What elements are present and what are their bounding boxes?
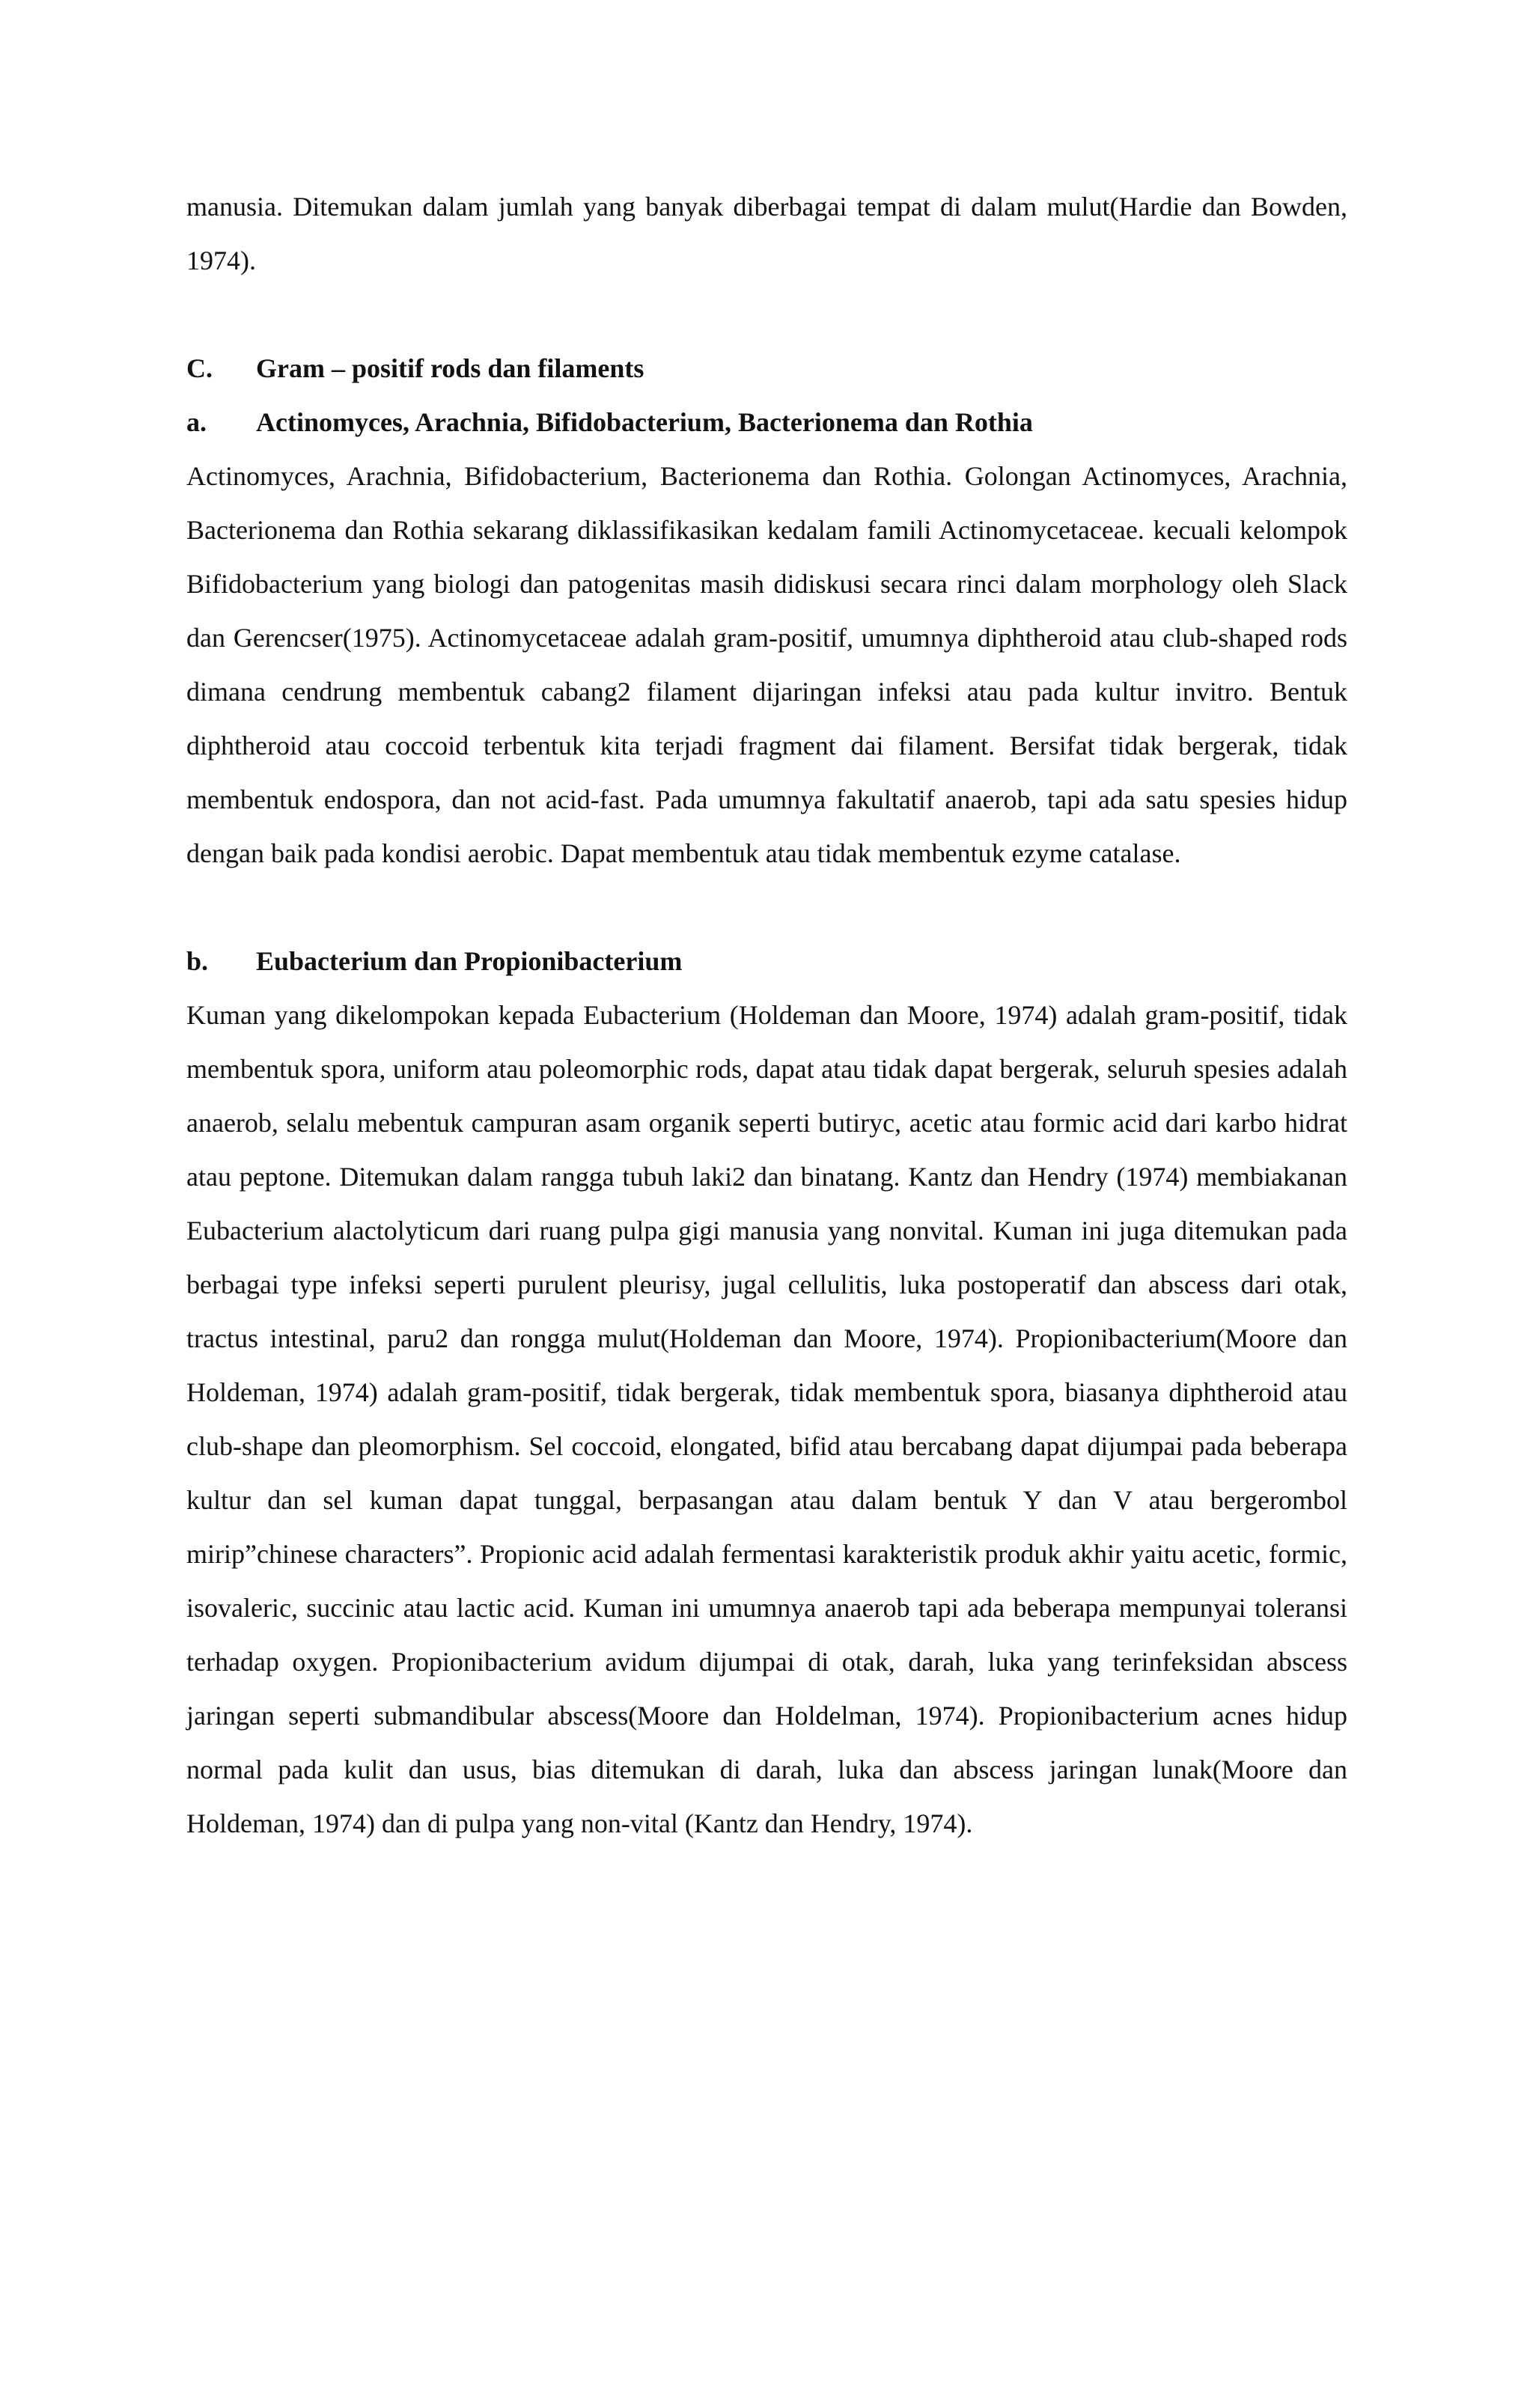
subsection-a-paragraph: Actinomyces, Arachnia, Bifidobacterium, Bacterionema dan Rothia. Golongan Actinomyces, Arachnia, Bacterionema dan Rothia sekarang diklassifikasikan kedalam famili Actinomycetaceae. kecuali kelompok Bifidobacterium yang biologi dan patogenitas masih didiskusi secara rinci dalam morphology oleh Slack dan Gerencser(1975). Actinomycetaceae adalah gram-positif, umumnya diphtheroid atau club-shaped rods dimana cendrung membentuk cabang2 filament dijaringan infeksi atau pada kultur invitro. Bentuk diphtheroid atau coccoid terbentuk kita terjadi fragment dai filament. Bersifat tidak bergerak, tidak membentuk endospora, dan not acid-fast. Pada umumnya fakultatif anaerob, tapi ada satu spesies hidup dengan baik pada kondisi aerobic. Dapat membentuk atau tidak membentuk ezyme catalase. [186, 461, 1347, 868]
spacer [186, 880, 1347, 934]
section-c-heading [186, 341, 1347, 395]
section-c-title: Gram – positif rods dan filaments [256, 353, 644, 383]
subsection-b-title: Eubacterium dan Propionibacterium [256, 946, 683, 976]
intro-paragraph: manusia. Ditemukan dalam jumlah yang banyak diberbagai tempat di dalam mulut(Hardie dan Bowden, 1974). [186, 192, 1347, 275]
spacer [186, 287, 1347, 341]
subsection-b-label: b. [186, 946, 209, 976]
subsection-a-label: a. [186, 407, 207, 437]
document-page [186, 180, 1347, 1850]
subsection-a-heading [186, 395, 1347, 449]
subsection-b-heading [186, 934, 1347, 988]
subsection-a-title: Actinomyces, Arachnia, Bifidobacterium, Bacterionema dan Rothia [256, 407, 1033, 437]
subsection-b-paragraph: Kuman yang dikelompokan kepada Eubacterium (Holdeman dan Moore, 1974) adalah gram-positif, tidak membentuk spora, uniform atau poleomorphic rods, dapat atau tidak dapat bergerak, seluruh spesies adalah anaerob, selalu mebentuk campuran asam organik seperti butiryc, acetic atau formic acid dari karbo hidrat atau peptone. Ditemukan dalam rangga tubuh laki2 dan binatang. Kantz dan Hendry (1974) membiakanan Eubacterium alactolyticum dari ruang pulpa gigi manusia yang nonvital. Kuman ini juga ditemukan pada berbagai type infeksi seperti purulent pleurisy, jugal cellulitis, luka postoperatif dan abscess dari otak, tractus intestinal, paru2 dan rongga mulut(Holdeman dan Moore, 1974). Propionibacterium(Moore dan Holdeman, 1974) adalah gram-positif, tidak bergerak, tidak membentuk spora, biasanya diphtheroid atau club-shape dan pleomorphism. Sel coccoid, elongated, bifid atau bercabang dapat dijumpai pada beberapa kultur dan sel kuman dapat tunggal, berpasangan atau dalam bentuk Y dan V atau bergerombol mirip”chinese characters”. Propionic acid adalah fermentasi karakteristik produk akhir yaitu acetic, formic, isovaleric, succinic atau lactic acid. Kuman ini umumnya anaerob tapi ada beberapa mempunyai toleransi terhadap oxygen. Propionibacterium avidum dijumpai di otak, darah, luka yang terinfeksidan abscess jaringan seperti submandibular abscess(Moore dan Holdelman, 1974). Propionibacterium acnes hidup normal pada kulit dan usus, bias ditemukan di darah, luka dan abscess jaringan lunak(Moore dan Holdeman, 1974) dan di pulpa yang non-vital (Kantz dan Hendry, 1974). [186, 1000, 1347, 1838]
section-c-label: C. [186, 353, 213, 383]
